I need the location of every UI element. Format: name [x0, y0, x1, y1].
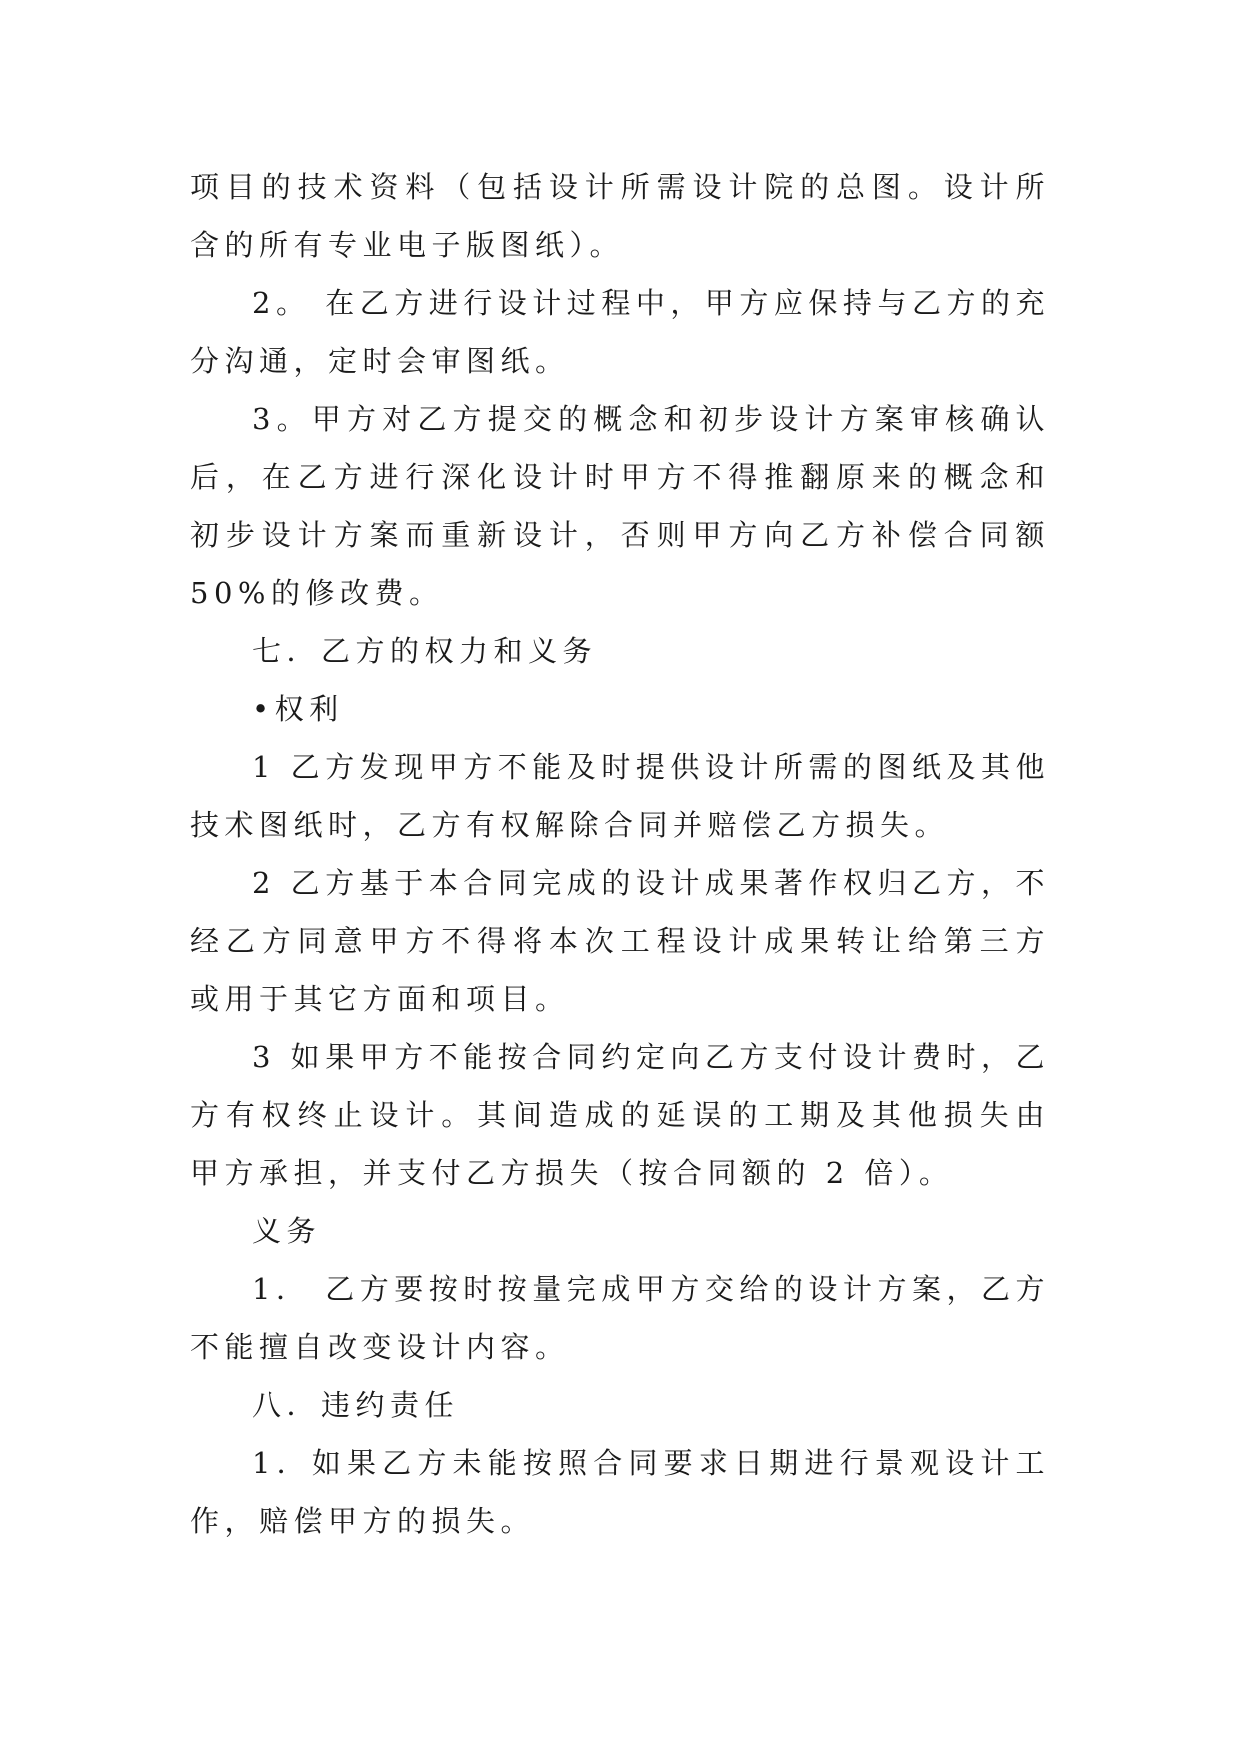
paragraph-right-3: 3 如果甲方不能按合同约定向乙方支付设计费时，乙方有权终止设计。其间造成的延误的工期及其他损失由甲方承担，并支付乙方损失（按合同额的 2 倍）。: [190, 1040, 1050, 1190]
paragraph-party-a-communication: 2。 在乙方进行设计过程中，甲方应保持与乙方的充分沟通，定时会审图纸。: [190, 286, 1050, 378]
subheading-rights: •权利: [252, 692, 344, 726]
paragraph-liability-1: 1．如果乙方未能按照合同要求日期进行景观设计工作，赔偿甲方的损失。: [190, 1446, 1050, 1538]
subheading-duties: 义务: [252, 1214, 322, 1248]
paragraph-technical-materials: 项目的技术资料（包括设计所需设计院的总图。设计所含的所有专业电子版图纸）。: [190, 170, 1050, 262]
paragraph-duty-1: 1． 乙方要按时按量完成甲方交给的设计方案，乙方不能擅自改变设计内容。: [190, 1272, 1050, 1364]
paragraph-right-1: 1 乙方发现甲方不能及时提供设计所需的图纸及其他技术图纸时，乙方有权解除合同并赔偿乙方损失。: [190, 750, 1050, 842]
section-heading-party-b-rights-duties: 七．乙方的权力和义务: [252, 634, 598, 668]
paragraph-right-2: 2 乙方基于本合同完成的设计成果著作权归乙方，不经乙方同意甲方不得将本次工程设计成果转让给第三方或用于其它方面和项目。: [190, 866, 1050, 1016]
paragraph-design-confirmation: 3。甲方对乙方提交的概念和初步设计方案审核确认后，在乙方进行深化设计时甲方不得推翻原来的概念和初步设计方案而重新设计，否则甲方向乙方补偿合同额 50%的修改费。: [190, 402, 1050, 610]
section-heading-liability: 八．违约责任: [252, 1388, 460, 1422]
document-body: [190, 158, 1050, 1550]
